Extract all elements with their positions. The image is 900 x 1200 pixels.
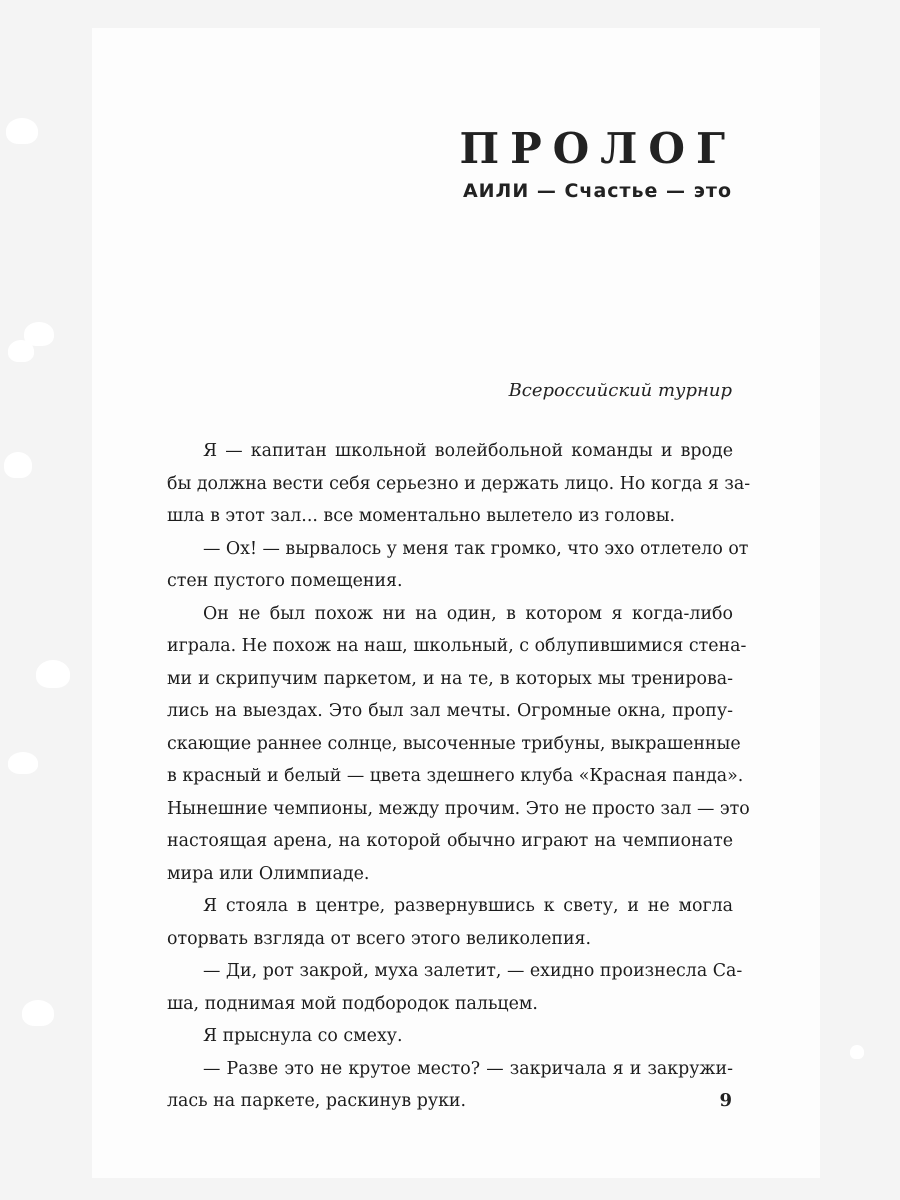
text-line: ми и скрипучим паркетом, и на те, в которых мы тренирова-	[167, 668, 733, 689]
chapter-title: ПРОЛОГ	[459, 124, 736, 173]
text-line: — Ох! — вырвалось у меня так громко, что эхо отлетело от	[203, 538, 749, 559]
page-number: 9	[719, 1090, 732, 1111]
text-line: — Ди, рот закрой, муха залетит, — ехидно произнесла Са-	[203, 961, 743, 981]
text-line: мира или Олимпиаде.	[167, 863, 370, 884]
body-text	[167, 435, 751, 1118]
text-line: оторвать взгляда от всего этого великолепия.	[167, 928, 592, 949]
text-line: лись на выездах. Это был зал мечты. Огромные окна, пропу-	[167, 701, 733, 721]
text-line: в красный и белый — цвета здешнего клуба «Красная панда».	[167, 766, 744, 786]
text-line: Я — капитан школьной волейбольной команды и вроде	[203, 441, 733, 461]
text-line: Я прыснула со смеху.	[203, 1026, 403, 1046]
decorative-blob	[4, 452, 32, 478]
text-line: Нынешние чемпионы, между прочим. Это не просто зал — это	[167, 798, 750, 819]
text-line: Я стояла в центре, развернувшись к свету, и не могла	[203, 896, 733, 916]
decorative-blob	[850, 1045, 864, 1059]
text-line: ша, поднимая мой подбородок пальцем.	[167, 993, 538, 1014]
decorative-blob	[6, 118, 38, 144]
location-heading: Всероссийский турнир	[508, 380, 732, 401]
text-line: скающие раннее солнце, высоченные трибуны, выкрашенные	[167, 733, 741, 754]
text-line: лась на паркете, раскинув руки.	[167, 1091, 467, 1111]
decorative-blob	[8, 752, 38, 774]
text-line: шла в этот зал... все моментально вылетело из головы.	[167, 506, 676, 526]
decorative-blob	[22, 1000, 54, 1026]
text-line: играла. Не похож на наш, школьный, с облупившимися стена-	[167, 636, 747, 656]
chapter-subtitle: АИЛИ — Счастье — это	[462, 180, 732, 202]
text-line: бы должна вести себя серьезно и держать лицо. Но когда я за-	[167, 473, 751, 494]
decorative-blob	[8, 340, 34, 362]
decorative-blob	[36, 660, 70, 688]
text-line: — Разве это не крутое место? — закричала я и закружи-	[203, 1058, 733, 1079]
text-line: настоящая арена, на которой обычно играют на чемпионате	[167, 831, 733, 851]
text-line: Он не был похож ни на один, в котором я когда-либо	[203, 603, 733, 624]
text-line: стен пустого помещения.	[167, 571, 403, 591]
